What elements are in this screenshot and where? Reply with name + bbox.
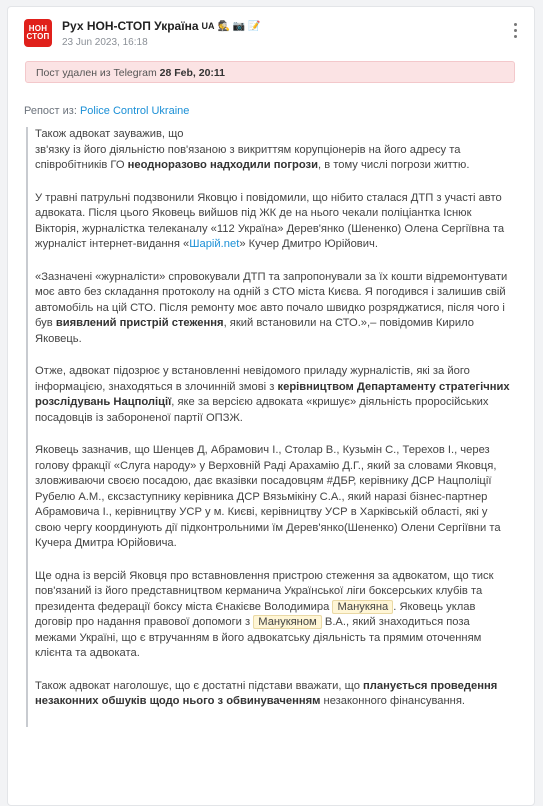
p3-text-a: «Зазначені «журналісти» спровокували ДТП та запропонували за їх кошти відремонтувати моє авто без складання протоколу на одній з СТО міста Києва. Я погодився і залишив свій автомобіль на цій СТО. Після ремонту моє авто почало швидко розряджатися, після чого і був xyxy=(35,270,508,329)
channel-name-row xyxy=(62,19,260,33)
p1-bold: неодноразово надходили погрози xyxy=(127,159,318,171)
paragraph-7 xyxy=(35,679,510,710)
post-card xyxy=(7,6,535,806)
highlight-manukian-2: Манукяном xyxy=(253,615,321,629)
p2-text-b: » Кучер Дмитро Юрійович. xyxy=(239,238,378,250)
paragraph-5 xyxy=(35,443,510,552)
deleted-notice xyxy=(25,61,515,83)
deleted-date: 28 Feb, 20:11 xyxy=(159,67,225,79)
p4-text-b: , яке за версією адвоката «кришує» діяльність проросійських посадовців із забороненої партії ОПЗЖ. xyxy=(35,396,489,424)
channel-avatar[interactable] xyxy=(24,19,52,47)
paragraph-2 xyxy=(35,191,510,253)
p5-text: Яковець зазначив, що Шенцев Д, Абрамович І., Столар В., Кузьмін С., Терехов І., через голову фракції «Слуга народу» у Верховній Раді Арахамію Д.Г., який за словами Яковця, зловживаючи своєю посадою, дає вказівки посадовцям #ДБР, керівнику ДСР Нацполіції Рубелю А.М., єксзаступнику керівника ДСР Вязьмікіну С.А., який наразі бізнес-партнер Абрамовича І., керівництву УСР у м. Києві, керівництву УСР в Харківській області, які у свою чергу координують дії підконтрольними їм Дерев'янко(Шененко) Олени Сергіївни та Кучера Дмитра Юрійовича. xyxy=(35,444,501,549)
p1-text-b: зв'язку із його діяльністю пов'язаною з викриттям корупціонерів на його адресу та співробітників ГО xyxy=(35,143,461,171)
p4-bold: керівництвом Департаменту стратегічних розслідувань Нацполіції xyxy=(35,380,510,408)
avatar-line1: НОН xyxy=(28,24,48,33)
p6-text-c: В.А., який знаходиться поза межами Україні, що є втручанням в його адвокатську діяльність та прямим оточенням клієнта та адвоката. xyxy=(35,616,482,659)
post-date: 23 Jun 2023, 16:18 xyxy=(62,37,148,48)
highlight-manukian-1: Манукяна xyxy=(332,600,393,614)
repost-source-link[interactable]: Police Control Ukraine xyxy=(79,105,190,117)
p3-text-b: , який встановили на СТО.»,– повідомив Кирило Яковець. xyxy=(35,317,475,345)
avatar-line2: СТОП xyxy=(26,32,50,41)
post-header xyxy=(24,19,260,53)
repost-line xyxy=(24,105,189,117)
more-options-icon[interactable] xyxy=(514,23,518,38)
p7-text-a: Також адвокат наголошує, що є достатні підстави вважати, що xyxy=(35,679,364,692)
p3-bold: виявлений пристрій стеження xyxy=(55,317,224,329)
paragraph-1 xyxy=(35,127,510,174)
post-body xyxy=(26,127,510,727)
paragraph-6 xyxy=(35,569,510,662)
channel-emojis: 🕵 📷 📝 xyxy=(217,20,261,32)
p6-text-a: Ще одна із версій Яковця про вставновлення пристрою стеження за адвокатом, що тиск пов'язаний із його представництвом керманича Української ліги боксерських клубів та президента федерації боксу міста Єнакієве Володимира xyxy=(35,569,494,613)
repost-label: Репост из: xyxy=(24,105,80,117)
p6-text-b: . Яковець уклав договір про надання правової допомоги з xyxy=(35,600,476,628)
deleted-text: Пост удален из Telegram xyxy=(36,67,160,79)
sharij-link[interactable]: Шарій.net xyxy=(189,238,240,250)
paragraph-3 xyxy=(35,270,510,348)
paragraph-4 xyxy=(35,364,510,426)
p4-text-a: Отже, адвокат підозрює у встановленні невідомого приладу журналістів, які за його інформацією, знаходяться в злочинній змові з xyxy=(35,365,470,393)
p7-bold: планується проведення незаконних обшуків щодо нього з обвинуваченням xyxy=(35,679,498,707)
p2-text-a: У травні патрульні подзвонили Яковцю і повідомили, що нібито сталася ДТП з участі авто адвоката. Після цього Яковець вийшов під ЖК де на нього чекали поліціантка Існюк Вікторія, журналістка телеканалу «112 Україна» Дерев'янко (Шененко) Олена Сергіївна та журналіст інтернет-видання « xyxy=(35,191,505,250)
p7-text-b: незаконного фінансування. xyxy=(320,695,466,707)
channel-name[interactable]: Рух НОН-СТОП Україна xyxy=(62,19,199,33)
country-badge: UA xyxy=(201,21,215,31)
p1-text-c: , в тому числі погрози життю. xyxy=(317,159,470,171)
p1-text-a: Також адвокат зауважив, що xyxy=(35,128,184,140)
post-meta xyxy=(62,19,260,48)
